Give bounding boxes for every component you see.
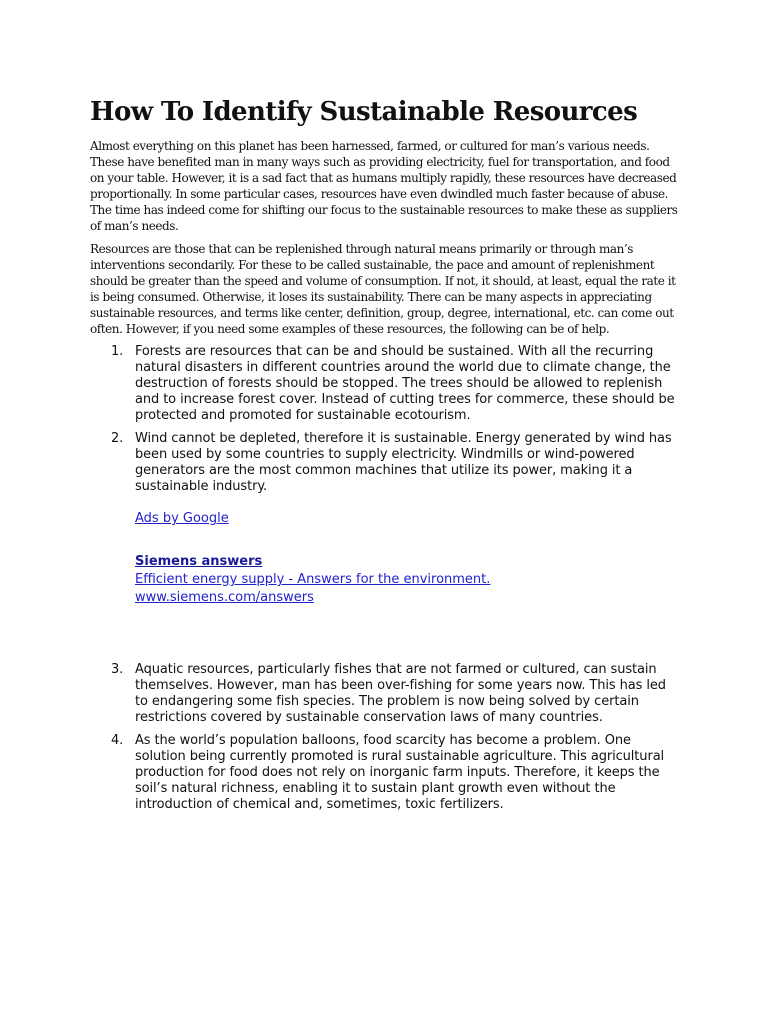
ads-by-google-link[interactable]: Ads by Google — [135, 511, 229, 526]
list-number: 1. — [111, 344, 124, 359]
list-item — [90, 733, 680, 813]
resource-list — [90, 344, 680, 495]
document-page — [90, 96, 680, 820]
list-text: Aquatic resources, particularly fishes that are not farmed or cultured, can sustain themselves. However, man has been over-fishing for some years now. This has led to endangering some fish species. The problem is now being solved by certain restrictions covered by sustainable conservation laws of many countries. — [135, 662, 666, 725]
definition-paragraph: Resources are those that can be replenished through natural means primarily or through man’s interventions secondarily. For these to be called sustainable, the pace and amount of replenishment should be greater than the speed and volume of consumption. If not, it should, at least, equal the rate it is being consumed. Otherwise, it loses its sustainability. There can be many aspects in appreciating sustainable resources, and terms like center, definition, group, degree, international, etc. can come out often. However, if you need some examples of these resources, the following can be of help. — [90, 242, 676, 336]
list-text: Forests are resources that can be and should be sustained. With all the recurring natural disasters in different countries around the world due to climate change, the destruction of forests should be stopped. The trees should be allowed to replenish and to increase forest cover. Instead of cutting trees for commerce, these should be protected and promoted for sustainable ecotourism. — [135, 344, 675, 423]
list-number: 2. — [111, 431, 124, 446]
ad-title-link[interactable]: Siemens answers — [135, 554, 263, 569]
google-ads-block — [90, 510, 680, 607]
article-title: How To Identify Sustainable Resources — [90, 97, 638, 127]
intro-paragraph: Almost everything on this planet has been harnessed, farmed, or cultured for man’s various needs. These have benefited man in many ways such as providing electricity, fuel for transportation, and food on your table. However, it is a sad fact that as humans multiply rapidly, these resources have decreased proportionally. In some particular cases, resources have even dwindled much faster because of abuse. The time has indeed come for shifting our focus to the sustainable resources to make these as suppliers of man’s needs. — [90, 139, 678, 233]
ad-description-link[interactable]: Efficient energy supply - Answers for the environment. — [135, 572, 491, 587]
resource-list-continued — [90, 662, 680, 813]
ad-url-link[interactable]: www.siemens.com/answers — [135, 590, 314, 605]
list-item — [90, 431, 680, 495]
list-number: 4. — [111, 733, 124, 748]
list-text: Wind cannot be depleted, therefore it is sustainable. Energy generated by wind has been used by some countries to supply electricity. Windmills or wind-powered generators are the most common machines that utilize its power, making it a sustainable industry. — [135, 431, 672, 494]
list-number: 3. — [111, 662, 124, 677]
list-item — [90, 344, 680, 424]
ad-spacer — [90, 607, 680, 662]
list-item — [90, 662, 680, 726]
list-text: As the world’s population balloons, food scarcity has become a problem. One solution being currently promoted is rural sustainable agriculture. This agricultural production for food does not rely on inorganic farm inputs. Therefore, it keeps the soil’s natural richness, enabling it to sustain plant growth even without the introduction of chemical and, sometimes, toxic fertilizers. — [135, 733, 665, 812]
